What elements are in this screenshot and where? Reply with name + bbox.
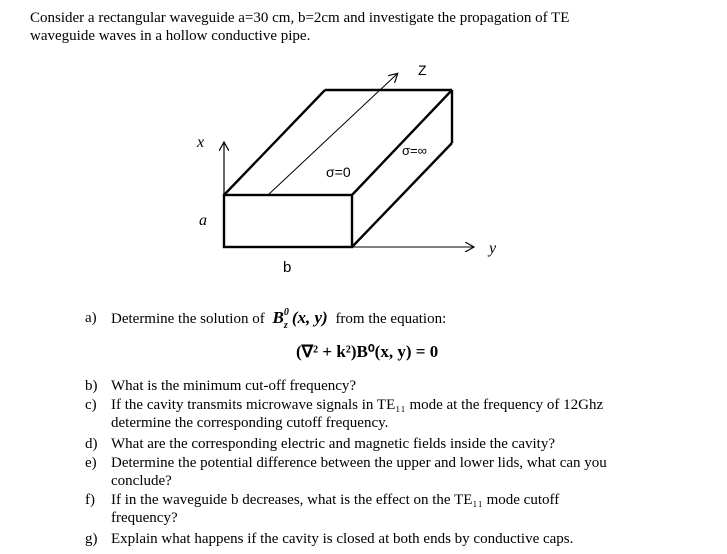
top-left-edge: [224, 90, 325, 195]
question-text-line: If in the waveguide b decreases, what is the effect on the TE₁₁ mode cutoff: [111, 492, 560, 508]
question-text-line: What are the corresponding electric and magnetic fields inside the cavity?: [111, 436, 555, 452]
question-label: b): [85, 378, 98, 394]
intro-line-1: Consider a rectangular waveguide a=30 cm, b=2cm and investigate the propagation of TE: [30, 10, 570, 26]
question-text-line: What is the minimum cut-off frequency?: [111, 378, 357, 394]
question-label: f): [85, 492, 95, 508]
sigma-zero-label: σ=0: [326, 164, 351, 180]
field-symbol-sup: 0: [283, 307, 289, 318]
question-a-label: a): [85, 310, 97, 326]
bottom-right-edge: [352, 143, 452, 247]
dim-b-label: b: [283, 259, 292, 276]
question-a-text-before: Determine the solution of: [111, 311, 265, 327]
question-label: g): [85, 531, 98, 547]
question-text-line: If the cavity transmits microwave signals in TE₁₁ mode at the frequency of 12Ghz: [111, 397, 604, 413]
question-text-line: conclude?: [111, 473, 172, 489]
field-symbol-B: B: [272, 308, 284, 327]
sigma-infinity-label: σ=∞: [402, 143, 427, 158]
question-text-line: Explain what happens if the cavity is closed at both ends by conductive caps.: [111, 531, 574, 547]
axis-x-label: x: [197, 134, 205, 151]
question-label: e): [85, 455, 97, 471]
intro-line-2: waveguide waves in a hollow conductive pipe.: [30, 28, 311, 44]
question-text-line: Determine the potential difference between the upper and lower lids, what can you: [111, 455, 607, 471]
field-symbol-sub: z: [283, 320, 288, 331]
front-face: [224, 195, 352, 247]
helmholtz-equation: (∇² + k²)B⁰(x, y) = 0: [296, 342, 439, 361]
field-symbol-args: (x, y): [291, 308, 328, 327]
question-label: c): [85, 397, 97, 413]
field-symbol: [272, 307, 328, 331]
dim-a-label: a: [199, 212, 207, 229]
axis-z-label: Z: [418, 62, 427, 78]
question-text-line: frequency?: [111, 510, 178, 526]
axis-y-label: y: [489, 240, 497, 257]
question-label: d): [85, 436, 98, 452]
question-a-text-after: from the equation:: [335, 311, 447, 327]
question-text-line: determine the corresponding cutoff frequency.: [111, 415, 389, 431]
